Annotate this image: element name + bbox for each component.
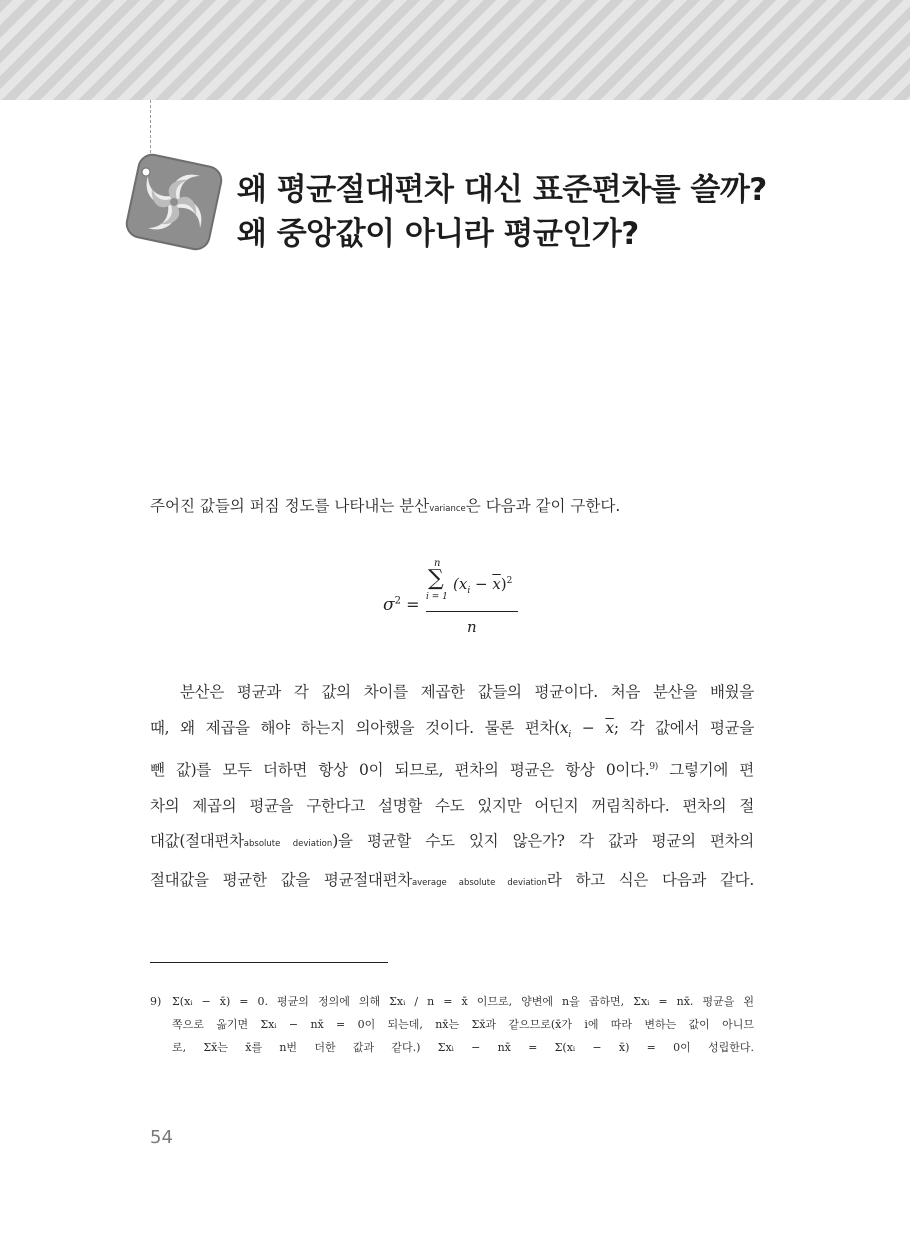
intro-text-before: 주어진 값들의 퍼짐 정도를 나타내는 분산 xyxy=(150,497,430,515)
title-line-2: 왜 중앙값이 아니라 평균인가? xyxy=(237,216,639,252)
fraction-bar xyxy=(426,611,518,612)
header-band xyxy=(0,0,910,100)
paragraph-line-5: 대값(절대편차absolute deviation)을 평균할 수도 있지 않은가? 각 값과 평균의 편차의 xyxy=(150,832,754,851)
body-paragraph xyxy=(150,675,754,901)
footnote-mark: 9) xyxy=(150,995,162,1008)
intro-text-after: 은 다음과 같이 구한다. xyxy=(465,497,621,515)
formula-numerator: $(x_i - \overline{x})^2$ xyxy=(453,575,513,596)
paragraph-line-3: 뺀 값)를 모두 더하면 항상 0이 되므로, 편차의 평균은 항상 0이다.$^{9)}$ 그렇기에 편 xyxy=(150,761,754,780)
sum-lower-limit: i = 1 xyxy=(426,592,448,602)
page-number: 54 xyxy=(150,1127,173,1148)
summation-sign: ∑ xyxy=(428,566,444,591)
title-line-1: 왜 평균절대편차 대신 표준편차를 쓸까? xyxy=(237,172,767,208)
footnote-reference[interactable]: 9) xyxy=(649,761,658,772)
intro-sentence xyxy=(150,493,754,522)
sum-upper-limit: n xyxy=(434,558,441,569)
chapter-title xyxy=(237,168,767,256)
footnote-line-3: 로, Σx̄는 x̄를 n번 더한 값과 같다.) Σxᵢ − nx̄ = Σ(xᵢ − x̄) = 0이 성립한다. xyxy=(172,1041,754,1054)
paragraph-line-4: 차의 제곱의 평균을 구한다고 설명할 수도 있지만 어딘지 꺼림칙하다. 편차의 절 xyxy=(150,796,754,815)
paragraph-line-2: 때, 왜 제곱을 해야 하는지 의아했을 것이다. 물론 편차($x_i - \overline{x}$; 각 값에서 평균을 xyxy=(150,718,754,740)
footnote xyxy=(150,990,754,1059)
paragraph-line-6: 절대값을 평균한 값을 평균절대편차average absolute deviation라 하고 식은 다음과 같다. xyxy=(150,870,754,889)
footnote-divider xyxy=(150,962,388,963)
intro-english-term: variance xyxy=(429,504,466,514)
variance-formula xyxy=(383,558,533,638)
swirl-emblem-icon xyxy=(122,150,226,254)
paragraph-line-1: 분산은 평균과 각 값의 차이를 제곱한 값들의 평균이다. 처음 분산을 배웠을 xyxy=(180,683,754,701)
footnote-line-1: 9) Σ(xᵢ − x̄) = 0. 평균의 정의에 의해 Σxᵢ / n = x̄ 이므로, 양변에 n을 곱하면, Σxᵢ = nx̄. 평균을 왼 xyxy=(150,990,754,1013)
footnote-line-2: 쪽으로 옮기면 Σxᵢ − nx̄ = 0이 되는데, nx̄는 Σx̄과 같으므로(x̄가 i에 따라 변하는 값이 아니므 xyxy=(172,1018,754,1031)
formula-lhs: $\sigma^2$ = xyxy=(383,595,420,615)
formula-denominator: n xyxy=(467,618,477,636)
